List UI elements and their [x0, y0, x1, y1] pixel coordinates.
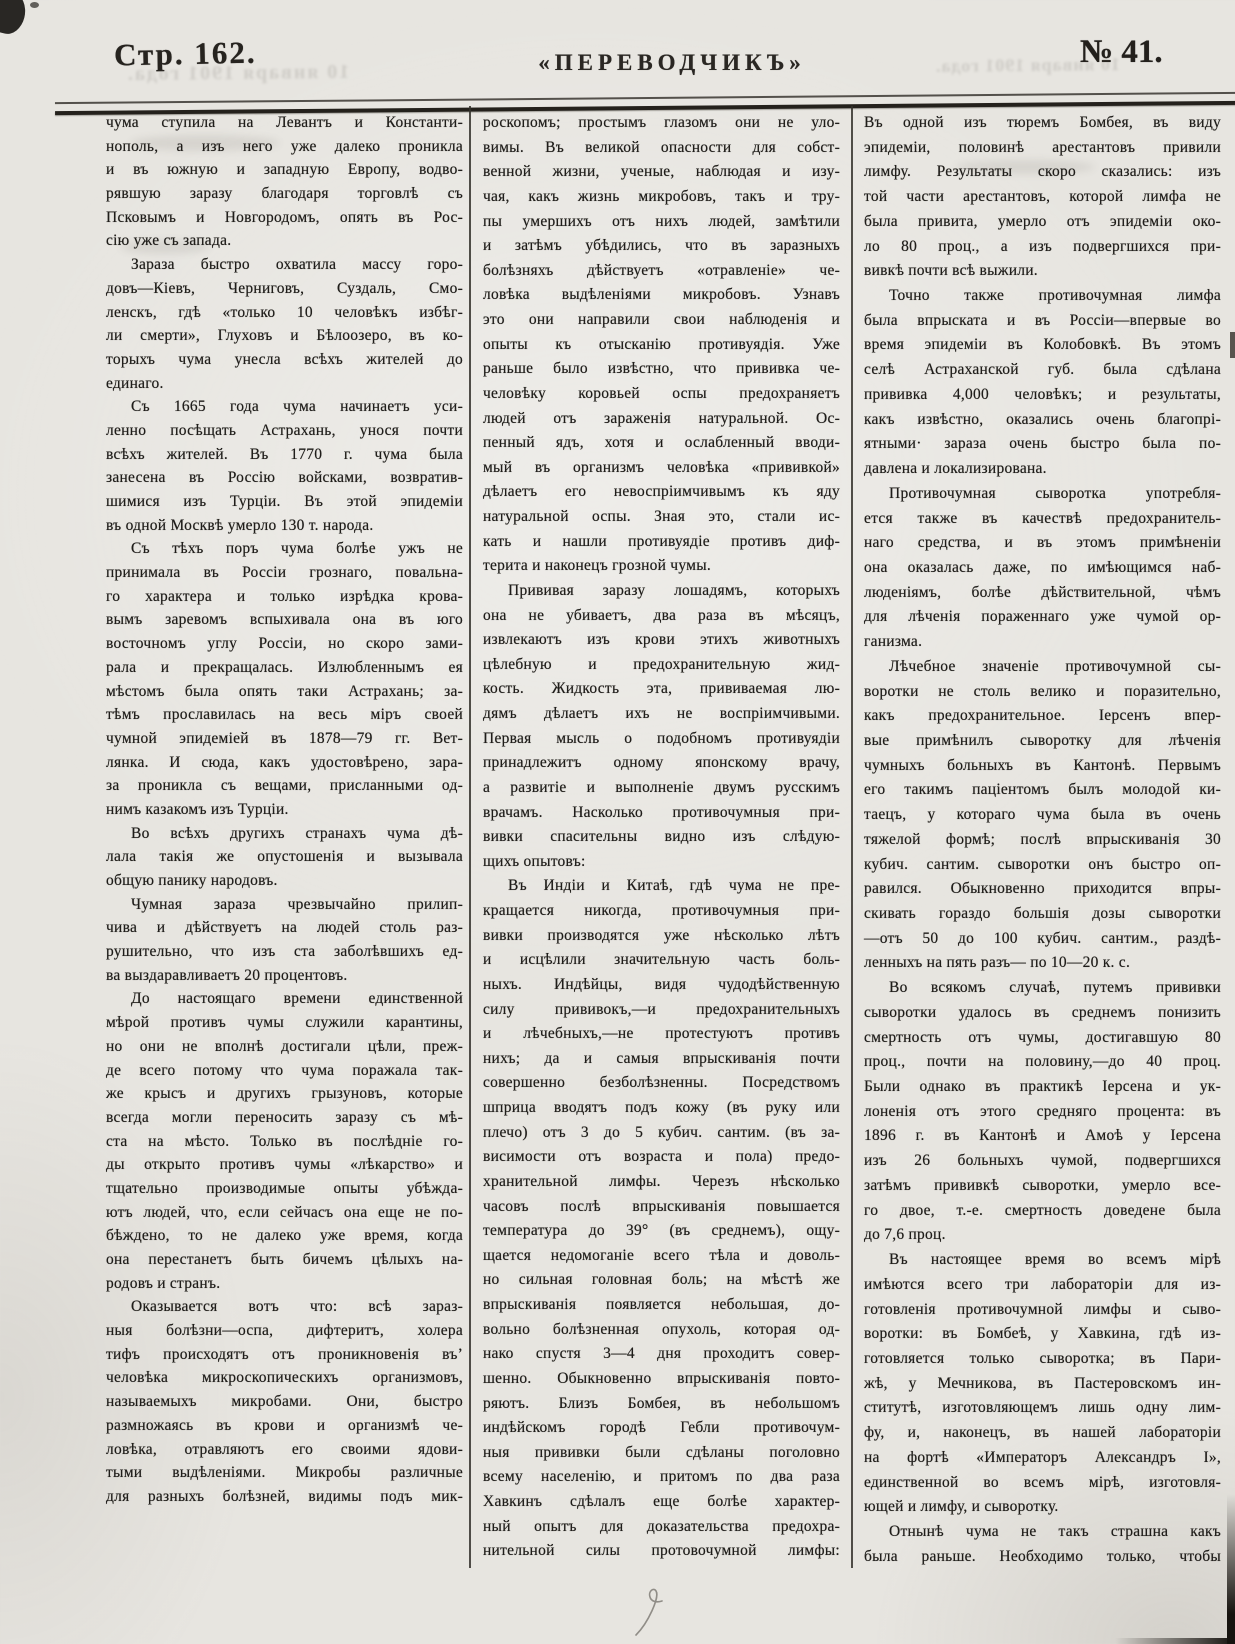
text-line: хранительной лимфы. Черезъ нѣсколько — [483, 1172, 840, 1190]
text-line: ды открыто противъ чумы «лѣкарство» и — [106, 1156, 463, 1174]
text-column-1 — [106, 111, 463, 1509]
text-line: люденіямъ, болѣе дѣйствительной, чѣмъ — [864, 583, 1221, 601]
text-line: же крысъ и другихъ грызуновъ, которые — [106, 1085, 463, 1103]
text-line: человѣка микроскопическихъ организмовъ, — [106, 1369, 463, 1387]
text-line: До настоящаго времени единственной — [131, 990, 463, 1008]
text-line: Были однако въ практикѣ Іерсена и ук- — [864, 1078, 1221, 1096]
text-line: ловѣка, отравляютъ его своими ядови- — [106, 1440, 463, 1458]
text-line: скивать гораздо большія дозы сыворотки — [864, 905, 1221, 922]
text-line: кость. Жидкость эта, прививаемая лю- — [483, 680, 840, 698]
text-line: для лѣченія пораженнаго уже чумой ор- — [864, 608, 1221, 626]
text-line: его такимъ паціентомъ былъ молодой ки- — [864, 781, 1221, 799]
text-line: довъ—Кіевъ, Черниговъ, Суздаль, Смо- — [106, 279, 463, 297]
text-line: таецъ, у котораго чума была въ очень — [864, 806, 1221, 824]
text-line: родовъ и странъ. — [106, 1274, 221, 1292]
text-line: Точно также противочумная лимфа — [889, 287, 1221, 305]
text-line: была впрыската и въ Россіи—впервые во — [864, 311, 1221, 329]
text-line: ста на мѣсто. Только въ послѣдніе го- — [106, 1132, 463, 1150]
text-line: лала такія же опустошенія и вызывала — [106, 848, 463, 866]
text-line: чумныхъ больныхъ въ Кантонѣ. Первымъ — [864, 756, 1221, 774]
text-line: вимы. Въ великой опасности для собст- — [483, 138, 840, 156]
text-line: венной жизни, ученые, наблюдая и изу- — [483, 163, 840, 181]
text-line: прививка 4,000 человѣкъ; и результаты, — [864, 385, 1221, 403]
text-line: наго средства, и въ этомъ примѣненіи — [864, 534, 1221, 552]
text-line: тыми выдѣленіями. Микробы различные — [106, 1464, 463, 1482]
text-line: людей отъ зараженія натуральной. Ос- — [483, 409, 840, 427]
text-line: ститутѣ, изготовляющемъ лишь одну лим- — [864, 1399, 1221, 1417]
text-line: затѣмъ прививкѣ сыворотки, умерло все- — [864, 1176, 1221, 1194]
text-line: человѣку коровьей оспы предохраняетъ — [483, 384, 840, 402]
text-line: ныя болѣзни—оспа, дифтеритъ, холера — [106, 1322, 463, 1340]
text-line: всегда могли переносить заразу съ мѣ- — [106, 1108, 463, 1126]
text-line: ло 80 проц., а изъ подвергшихся при- — [864, 237, 1221, 255]
text-line: температура до 39° (въ среднемъ), ощу- — [483, 1222, 840, 1240]
text-line: пы умершихъ отъ нихъ людей, замѣтили — [483, 212, 840, 230]
text-line: индѣйскомъ городѣ Гебли противочум- — [483, 1419, 840, 1437]
text-line: Чумная зараза чрезвычайно прилип- — [131, 895, 463, 913]
text-line: лоненія отъ этого средняго процента: въ — [864, 1102, 1221, 1120]
text-line: фу, и, наконецъ, въ нашей лабораторіи — [864, 1424, 1221, 1442]
text-line: и затѣмъ убѣдились, что въ заразныхъ — [483, 237, 840, 255]
text-line: изъ 26 больныхъ чумой, подвергшихся — [864, 1152, 1221, 1170]
text-line: роскопомъ; простымъ глазомъ они не уло- — [483, 114, 840, 131]
text-line: давлена и локализирована. — [864, 460, 1047, 478]
text-line: Первая мысль о подобномъ противуядіи — [483, 729, 840, 747]
text-line: ющей и лимфу, и сыворотку. — [864, 1498, 1059, 1516]
text-line: занесена въ Россію войсками, возвратив- — [106, 469, 463, 487]
text-line: го характера и только изрѣдка крова- — [106, 587, 463, 605]
text-line: висимости отъ возраста и пола) предо- — [483, 1148, 840, 1166]
text-line: тифъ происходятъ отъ проникновенія въ’ — [106, 1345, 463, 1363]
text-line: чумной эпидеміей въ 1878—79 гг. Вет- — [106, 729, 463, 747]
text-line: единаго. — [106, 374, 164, 392]
text-line: 1896 г. въ Кантонѣ и Амоѣ у Іерсена — [864, 1127, 1221, 1145]
bleedthrough-text: 10 января 1901 года. — [125, 60, 350, 86]
text-line: го двое, т.-е. смертность доведене была — [864, 1201, 1221, 1219]
text-line: готовленія противочумной лимфы и сыво- — [864, 1300, 1221, 1318]
text-line: но они не вполнѣ достигали цѣли, преж- — [106, 1037, 463, 1055]
text-line: общую панику народовъ. — [106, 872, 278, 889]
text-line: и исцѣлили значительную часть боль- — [483, 951, 840, 969]
issue-number-label: № 41. — [1080, 34, 1163, 70]
text-line: извлекаютъ изъ крови этихъ животныхъ — [483, 631, 840, 649]
text-line: Псковымъ и Новгородомъ, опять въ Рос- — [106, 208, 463, 226]
text-line: Прививая заразу лошадямъ, которыхъ — [508, 581, 840, 599]
scan-edge-shadow — [1227, 1494, 1235, 1644]
text-line: время эпидеміи въ Колобовкѣ. Въ этомъ — [864, 336, 1221, 354]
text-line: ятными· зараза очень быстро была по- — [864, 435, 1221, 453]
text-line: вивки производятся уже нѣсколько лѣтъ — [483, 926, 840, 944]
scan-edge-shadow — [1115, 1638, 1235, 1644]
text-line: ли смерти», Глуховъ и Бѣлоозеро, въ ко- — [106, 327, 463, 345]
text-line: ленно посѣщать Астрахань, унося почти — [106, 421, 463, 439]
text-line: воротки: въ Бомбеѣ, у Хавкина, гдѣ из- — [864, 1325, 1221, 1343]
text-line: плечо) отъ 3 до 5 кубич. сантим. (въ за- — [483, 1123, 840, 1141]
text-line: дѣлаетъ его невоспріимчивымъ къ яду — [483, 483, 840, 501]
text-line: тѣмъ прославилась на весь міръ своей — [106, 706, 463, 724]
text-column-3 — [864, 111, 1221, 1569]
text-line: Отнынѣ чума не такъ страшна какъ — [889, 1522, 1221, 1540]
page-number-label: Стр. 162. — [113, 34, 257, 73]
pen-squiggle — [618, 1583, 698, 1638]
text-line: всѣхъ жителей. Въ 1770 г. чума была — [106, 445, 463, 463]
text-line: воротки не столь велико и поразительно, — [864, 682, 1221, 700]
text-line: Во всѣхъ другихъ странахъ чума дѣ- — [131, 824, 463, 842]
text-line: готовляется только сыворотка; въ Пари- — [864, 1349, 1221, 1367]
text-line: сію уже съ запада. — [106, 232, 232, 250]
column-divider — [469, 106, 471, 1568]
text-line: селѣ Астраханской губ. была сдѣлана — [864, 361, 1221, 379]
text-line: называемыхъ микробами. Они, быстро — [106, 1393, 463, 1411]
text-column-2 — [483, 111, 840, 1564]
text-line: раньше было извѣстно, что прививка че- — [483, 360, 840, 378]
ink-blot — [0, 0, 30, 37]
text-line: вольно болѣзненная опухоль, которая од- — [483, 1320, 840, 1338]
text-line: шенно. Обыкновенно впрыскиванія повто- — [483, 1369, 840, 1387]
text-line: опыты къ отысканію противуядія. Уже — [483, 335, 840, 353]
text-line: принадлежитъ одному японскому врачу, — [483, 754, 840, 772]
text-line: вымъ заревомъ вспыхивала она въ юго — [106, 611, 463, 629]
text-line: мый въ организмъ человѣка «прививкой» — [483, 458, 840, 476]
text-line: ва выздаравливаетъ 20 процентовъ. — [106, 966, 348, 984]
text-line: часовъ послѣ впрыскиванія повышается — [483, 1197, 840, 1215]
text-line: равился. Обыкновенно приходится впры- — [864, 880, 1221, 898]
text-line: пенный ядъ, хотя и ослабленный вводи- — [483, 434, 840, 452]
text-line: ловѣка выдѣленіями микробовъ. Узнавъ — [483, 286, 840, 304]
text-line: нако спустя 3—4 дня проходитъ совер- — [483, 1345, 840, 1363]
text-line: силу прививокъ,—и предохранительныхъ — [483, 1000, 840, 1018]
text-line: ется также въ качествѣ предохранитель- — [864, 509, 1221, 527]
text-line: кращается никогда, противочумныя при- — [483, 902, 840, 919]
text-line: восточномъ углу Россіи, но скоро зами- — [106, 635, 463, 653]
text-line: она перестанетъ быть бичемъ цѣлыхъ на- — [106, 1251, 463, 1268]
text-line: впрыскиванія появляется небольшая, до- — [483, 1296, 840, 1313]
text-line: кать и нашли противуядіе противъ диф- — [483, 532, 840, 550]
text-line: дямъ дѣлаетъ ихъ не воспріимчивыми. — [483, 705, 840, 722]
text-line: шприца вводятъ подъ кожу (въ руку или — [483, 1099, 840, 1116]
text-line: щихъ опытовъ: — [483, 852, 586, 870]
text-line: принимала въ Россіи грознаго, повальна- — [106, 564, 463, 582]
text-line: Во всякомъ случаѣ, путемъ прививки — [889, 979, 1221, 997]
text-line: рявшую заразу благодаря торговлѣ съ — [106, 185, 463, 203]
text-line: и въ южную и западную Европу, водво- — [106, 161, 463, 179]
text-line: Оказывается вотъ что: всѣ зараз- — [131, 1298, 463, 1316]
masthead-title: «ПЕРЕВОДЧИКЪ» — [538, 50, 806, 75]
text-line: была раньше. Необходимо только, чтобы — [864, 1547, 1221, 1565]
bleedthrough-text: 10 января 1901 года. — [934, 54, 1121, 76]
text-line: Лѣчебное значеніе противочумной сы- — [889, 657, 1221, 675]
text-line: Хавкинъ сдѣлалъ еще болѣе характер- — [483, 1493, 840, 1510]
text-line: сыворотки удалось въ среднемъ понизить — [864, 1003, 1221, 1021]
text-line: проц., почти на половину,—до 40 проц. — [864, 1053, 1221, 1071]
text-line: Въ Индіи и Китаѣ, гдѣ чума не пре- — [508, 877, 840, 895]
text-line: единственной во всемъ мірѣ, изготовля- — [864, 1473, 1221, 1491]
text-line: мѣрой противъ чумы служили карантины, — [106, 1014, 463, 1032]
text-line: ныя прививки были сдѣланы поголовно — [483, 1443, 840, 1461]
text-line: бѣждено, то не далеко уже время, когда — [106, 1227, 463, 1245]
text-line: ютъ людей, что, если сейчасъ она еще не по- — [106, 1203, 463, 1221]
text-line: чива и дѣйствуетъ на людей столь раз- — [106, 919, 463, 937]
text-line: лянка. И сюда, какъ удостовѣрено, зара- — [106, 753, 463, 771]
text-line: врачамъ. Насколько противочумныя при- — [483, 803, 840, 821]
text-line: за проникла съ вещами, присланными од- — [106, 777, 463, 795]
text-line: Въ одной изъ тюремъ Бомбея, въ виду — [864, 114, 1221, 131]
text-line: для разныхъ болѣзней, видимы подъ мик- — [106, 1487, 463, 1505]
text-line: мѣстомъ была опять таки Астрахань; за- — [106, 682, 463, 700]
text-line: а развитіе и выполненіе двумъ русскимъ — [483, 778, 840, 796]
text-line: той части арестантовъ, которой лимфа не — [864, 188, 1221, 206]
text-line: рушительно, что изъ ста заболѣвшихъ ед- — [106, 943, 463, 961]
text-line: тяжелой формѣ; послѣ впрыскиванія 30 — [864, 830, 1221, 848]
text-line: эпидеміи, половинѣ арестантовъ привили — [864, 138, 1221, 156]
text-line: натуральной оспы. Зная это, стали ис- — [483, 508, 840, 525]
text-line: ный опытъ для доказательства предохра- — [483, 1517, 840, 1535]
text-line: терита и наконецъ грозной чумы. — [483, 557, 711, 575]
text-line: какъ извѣстно, оказались очень благопрі- — [864, 410, 1221, 428]
text-line: Зараза быстро охватила массу горо- — [131, 256, 463, 274]
text-line: нихъ; да и самыя впрыскиванія почти — [483, 1049, 840, 1067]
text-line: Въ настоящее время во всемъ мірѣ — [889, 1251, 1221, 1269]
text-line: ленскъ, гдѣ «только 10 человѣкъ избѣг- — [106, 303, 463, 321]
text-line: лимфу. Результаты скоро сказались: изъ — [864, 163, 1221, 181]
text-line: имѣются всего три лабораторіи для из- — [864, 1275, 1221, 1293]
text-line: размножаясь въ крови и организмѣ че- — [106, 1416, 463, 1434]
text-line: она не убиваетъ, два раза въ мѣсяцъ, — [483, 606, 840, 624]
text-line: всему населенію, и притомъ по два раза — [483, 1468, 840, 1486]
text-line: чая, какъ жизнь микробовъ, такъ и тру- — [483, 187, 840, 205]
text-line: цѣлебную и предохранительную жид- — [483, 655, 840, 673]
text-line: ганизма. — [864, 633, 923, 651]
text-line: какъ предохранительное. Іерсенъ впер- — [864, 707, 1221, 725]
text-line: это они направили свои наблюденія и — [483, 311, 840, 328]
text-line: въ одной Москвѣ умерло 130 т. народа. — [106, 516, 374, 534]
text-line: тщательно производимые опыты убѣжда- — [106, 1179, 463, 1197]
text-line: рала и прекращалась. Излюбленнымъ ея — [106, 658, 463, 676]
text-line: нительной силы протовочумной лимфы: — [483, 1542, 840, 1560]
text-line: шимися изъ Турціи. Въ этой эпидеміи — [106, 493, 463, 510]
text-line: ныхъ. Индѣйцы, видя чудодѣйственную — [483, 975, 840, 993]
text-line: была привита, умерло отъ эпидеміи око- — [864, 212, 1221, 230]
text-line: де всего потому что чума поражала так- — [106, 1061, 463, 1079]
text-line: чума ступила на Левантъ и Константи- — [106, 114, 463, 131]
text-line: и лѣчебныхъ,—не протестуютъ противъ — [483, 1025, 840, 1043]
column-divider — [851, 106, 853, 1568]
text-line: до 7,6 проц. — [864, 1226, 946, 1244]
scan-edge-mark — [1230, 332, 1235, 358]
text-line: болѣзняхъ дѣйствуетъ «отравленіе» че- — [483, 261, 840, 279]
text-line: кубич. сантим. сыворотки онъ быстро оп- — [864, 855, 1221, 873]
text-line: она оказалась даже, по имѣющимся наб- — [864, 558, 1221, 576]
text-line: щается недомоганіе всего тѣла и доволь- — [483, 1246, 840, 1264]
text-line: вые примѣнилъ сыворотку для лѣченія — [864, 731, 1221, 749]
text-line: жѣ, у Мечникова, въ Пастеровскомъ ин- — [864, 1374, 1221, 1392]
text-line: вивки спасительны видно изъ слѣдую- — [483, 828, 840, 846]
text-line: нополь, а изъ него уже далеко проникла — [106, 137, 463, 155]
text-line: —отъ 50 до 100 кубич. сантим., раздѣ- — [864, 929, 1221, 947]
text-line: но сильная головная боль; на мѣстѣ же — [483, 1271, 840, 1289]
text-line: ленныхъ на пять разъ— по 10—20 к. с. — [864, 954, 1131, 972]
text-line: на фортѣ «Императоръ Александръ I», — [864, 1448, 1221, 1466]
text-line: ряютъ. Близъ Бомбея, въ небольшомъ — [483, 1394, 840, 1412]
text-line: нимъ казакомъ изъ Турціи. — [106, 800, 289, 818]
text-line: вивкѣ почти всѣ выжили. — [864, 262, 1038, 280]
text-line: смертность отъ чумы, достигавшую 80 — [864, 1028, 1221, 1046]
ink-speck — [30, 2, 39, 8]
text-line: совершенно безболѣзненны. Посредствомъ — [483, 1074, 840, 1092]
text-line: Съ 1665 года чума начинаетъ уси- — [131, 398, 463, 416]
text-line: Противочумная сыворотка употребля- — [889, 484, 1221, 502]
text-line: Съ тѣхъ поръ чума болѣе ужъ не — [131, 540, 463, 558]
text-line: торыхъ чума унесла всѣхъ жителей до — [106, 350, 463, 368]
